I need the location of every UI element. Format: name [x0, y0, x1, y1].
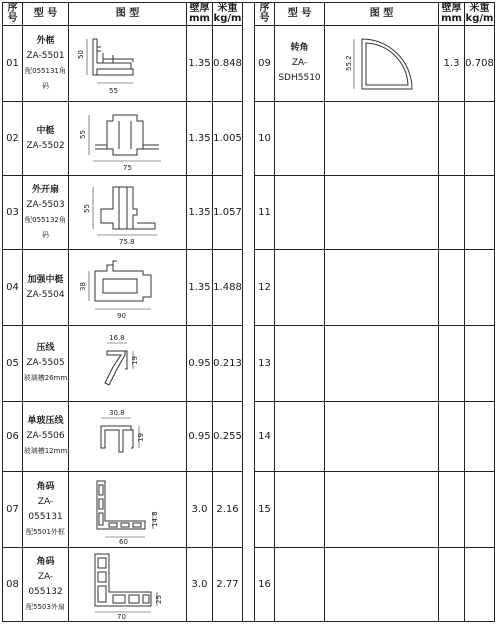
thickness-value	[439, 472, 465, 548]
dim-label: 16.8	[108, 333, 125, 342]
row-index: 04	[3, 250, 23, 326]
thickness-value: 3.0	[187, 472, 213, 548]
profile-code: ZA-SDH5510	[278, 58, 321, 83]
dim-label: 25	[154, 594, 163, 604]
profile-diagram-sdh5510	[332, 29, 432, 99]
row-index: 06	[3, 402, 23, 472]
row-index: 13	[255, 326, 275, 402]
thickness-value	[439, 548, 465, 622]
weight-value: 1.057	[213, 176, 243, 250]
profile-diagram-5501	[73, 29, 183, 99]
dim-label: 55	[108, 86, 118, 95]
dim-label: 55	[82, 203, 91, 213]
profile-diagram-5503	[73, 179, 183, 247]
weight-value	[465, 250, 495, 326]
profile-drawing	[325, 176, 439, 250]
row-index: 10	[255, 102, 275, 176]
thickness-value: 1.35	[187, 26, 213, 102]
thickness-value	[439, 250, 465, 326]
dim-label: 75	[122, 163, 132, 172]
header-figure-right: 图 型	[325, 3, 439, 26]
profile-drawing	[325, 250, 439, 326]
profile-code: ZA-5503	[26, 199, 65, 210]
thickness-value: 0.95	[187, 326, 213, 402]
profile-drawing	[69, 472, 187, 548]
thickness-value: 1.35	[187, 250, 213, 326]
profile-name: 压线	[36, 343, 55, 353]
row-index: 14	[255, 402, 275, 472]
weight-value: 2.77	[213, 548, 243, 622]
profile-code: ZA-055131	[28, 496, 63, 522]
model-cell	[23, 26, 69, 102]
profile-name: 角码	[36, 556, 55, 567]
model-cell	[23, 472, 69, 548]
profile-code: ZA-5505	[26, 358, 65, 368]
profile-code: ZA-5502	[26, 140, 65, 151]
profile-diagram-5506	[73, 404, 183, 470]
profile-drawing	[325, 326, 439, 402]
model-cell	[275, 548, 325, 622]
weight-value: 1.005	[213, 102, 243, 176]
thickness-value: 0.95	[187, 402, 213, 472]
weight-value	[465, 472, 495, 548]
weight-value: 1.488	[213, 250, 243, 326]
model-cell	[23, 548, 69, 622]
row-index: 16	[255, 548, 275, 622]
row-index: 07	[3, 472, 23, 548]
model-cell	[275, 402, 325, 472]
profile-drawing	[325, 102, 439, 176]
profile-name: 加强中梃	[27, 274, 64, 285]
model-cell	[275, 26, 325, 102]
dim-label: 38	[78, 281, 87, 291]
profile-diagram-055131	[73, 475, 183, 545]
profile-name: 角码	[36, 481, 55, 492]
header-index-right: 序号	[255, 3, 275, 26]
profile-name: 单玻压线	[27, 416, 64, 426]
profile-name: 中梃	[36, 125, 55, 136]
weight-value: 0.708	[465, 26, 495, 102]
dim-label: 90	[116, 311, 126, 320]
weight-value: 2.16	[213, 472, 243, 548]
profile-drawing	[69, 26, 187, 102]
profile-drawing	[325, 472, 439, 548]
profile-name: 外框	[36, 35, 55, 46]
model-cell	[275, 472, 325, 548]
profile-code: ZA-5504	[26, 289, 65, 300]
profile-drawing	[69, 176, 187, 250]
dim-label: 19	[136, 432, 145, 442]
model-cell	[275, 326, 325, 402]
weight-value	[465, 176, 495, 250]
thickness-value	[439, 402, 465, 472]
profile-note: 配055132角码	[25, 215, 66, 239]
profile-diagram-5502	[73, 105, 183, 173]
row-index: 15	[255, 472, 275, 548]
weight-value: 0.848	[213, 26, 243, 102]
profile-note: 配5501外框	[26, 527, 65, 536]
dim-label: 60	[118, 537, 128, 545]
weight-value	[465, 326, 495, 402]
model-cell	[275, 102, 325, 176]
profile-drawing	[69, 402, 187, 472]
dim-label: 19	[130, 355, 139, 365]
dim-label: 55	[78, 129, 87, 139]
profile-drawing	[325, 548, 439, 622]
model-cell	[23, 402, 69, 472]
profile-name: 转角	[290, 43, 309, 53]
profile-drawing	[69, 102, 187, 176]
model-cell	[275, 176, 325, 250]
model-cell	[23, 326, 69, 402]
profile-note: 玻璃槽12mm	[23, 447, 68, 455]
header-model-right: 型 号	[275, 3, 325, 26]
profile-name: 外开扇	[31, 184, 59, 195]
row-index: 11	[255, 176, 275, 250]
thickness-value	[439, 176, 465, 250]
profile-drawing	[325, 26, 439, 102]
profile-note: 配055131角码	[25, 66, 66, 90]
weight-value: 0.213	[213, 326, 243, 402]
dim-label: 55.2	[344, 54, 353, 71]
header-figure: 图 型	[69, 3, 187, 26]
header-weight: 米重 kg/m	[213, 3, 242, 24]
dim-label: 50	[76, 49, 85, 59]
row-index: 12	[255, 250, 275, 326]
profile-note: 玻璃槽26mm	[23, 374, 68, 382]
thickness-value: 3.0	[187, 548, 213, 622]
weight-value	[465, 402, 495, 472]
profile-code: ZA-5506	[26, 431, 65, 441]
profile-diagram-055132	[73, 550, 183, 620]
row-index: 08	[3, 548, 23, 622]
profile-table	[2, 2, 495, 622]
dim-label: 70	[116, 612, 126, 620]
profile-drawing	[69, 250, 187, 326]
model-cell	[23, 102, 69, 176]
header-thickness-right: 壁厚 mm	[439, 3, 465, 26]
weight-value	[465, 102, 495, 176]
row-index: 01	[3, 26, 23, 102]
column-separator	[243, 3, 255, 622]
profile-diagram-5504	[73, 253, 183, 323]
model-cell	[275, 250, 325, 326]
weight-value	[465, 548, 495, 622]
profile-drawing	[69, 326, 187, 402]
thickness-value	[439, 102, 465, 176]
dim-label: 30.8	[108, 408, 125, 417]
weight-value: 0.255	[213, 402, 243, 472]
thickness-value: 1.35	[187, 176, 213, 250]
profile-diagram-5505	[73, 329, 183, 399]
header-thickness: 壁厚 mm	[187, 3, 213, 26]
row-index: 03	[3, 176, 23, 250]
header-model: 型 号	[23, 3, 69, 26]
thickness-value	[439, 326, 465, 402]
row-index: 09	[255, 26, 275, 102]
header-index: 序号	[3, 3, 23, 26]
header-weight-right: 米重 kg/m	[465, 3, 494, 24]
dim-label: 14.8	[150, 510, 159, 527]
model-cell	[23, 250, 69, 326]
profile-drawing	[325, 402, 439, 472]
profile-note: 配5503外扇	[26, 602, 65, 611]
thickness-value: 1.35	[187, 102, 213, 176]
profile-code: ZA-5501	[26, 50, 65, 61]
row-index: 05	[3, 326, 23, 402]
profile-drawing	[69, 548, 187, 622]
model-cell	[23, 176, 69, 250]
header-row	[3, 3, 495, 26]
row-index: 02	[3, 102, 23, 176]
dim-label: 75.8	[118, 237, 135, 246]
profile-code: ZA-055132	[28, 571, 63, 597]
thickness-value: 1.3	[439, 26, 465, 102]
